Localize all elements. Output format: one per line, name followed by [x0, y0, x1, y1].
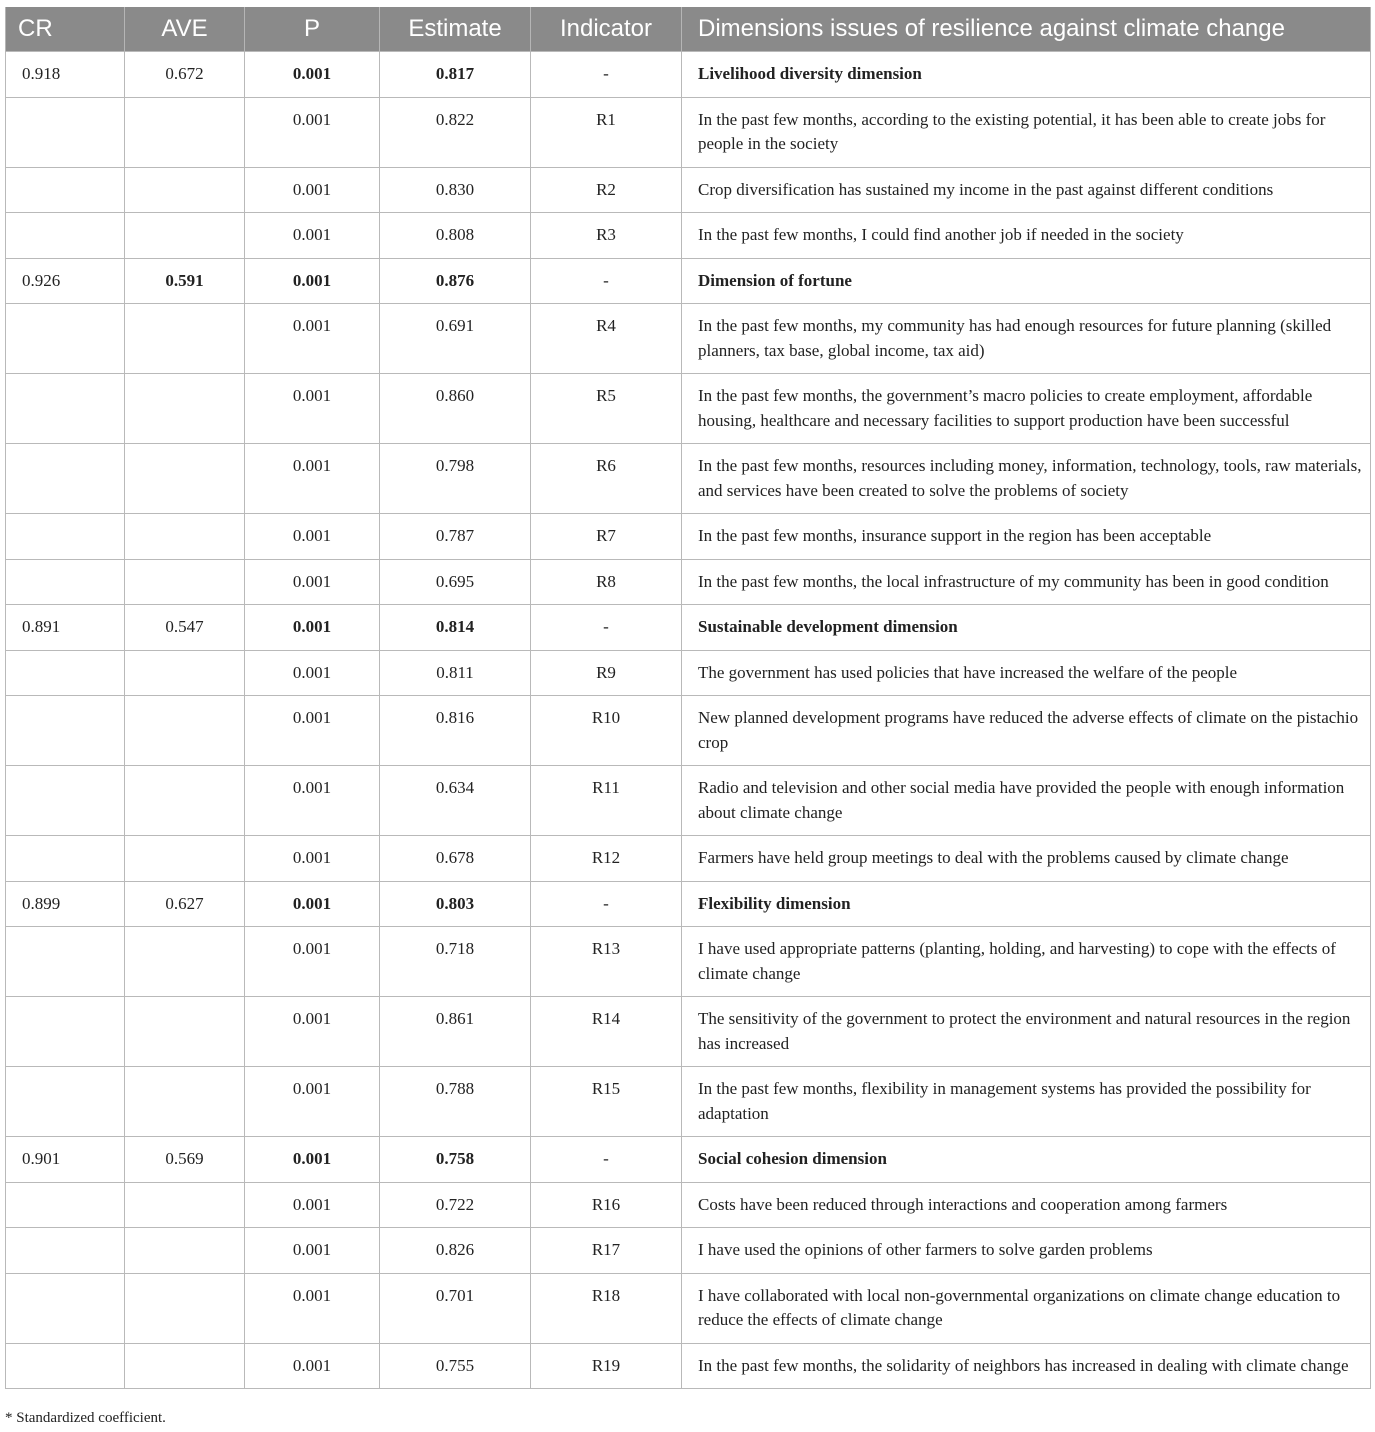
cell-estimate: 0.803: [380, 881, 531, 927]
table-row: [6, 1182, 1371, 1228]
cell-p: 0.001: [245, 52, 380, 98]
cell-estimate: 0.718: [380, 927, 531, 997]
cell-cr: [6, 304, 125, 374]
cell-ave: [125, 559, 245, 605]
cell-p: 0.001: [245, 444, 380, 514]
cell-description: The government has used policies that have increased the welfare of the people: [682, 650, 1371, 696]
cell-estimate: 0.816: [380, 696, 531, 766]
table-row: [6, 1273, 1371, 1343]
cell-description: I have used appropriate patterns (planting, holding, and harvesting) to cope with the effects of climate change: [682, 927, 1371, 997]
cell-ave: [125, 997, 245, 1067]
cell-cr: [6, 927, 125, 997]
table-row: [6, 927, 1371, 997]
cell-indicator: R17: [531, 1228, 682, 1274]
table-row: [6, 836, 1371, 882]
table-row: [6, 514, 1371, 560]
cell-ave: 0.569: [125, 1137, 245, 1183]
cell-p: 0.001: [245, 1343, 380, 1389]
cell-p: 0.001: [245, 167, 380, 213]
cell-ave: [125, 1228, 245, 1274]
dimension-row: [6, 605, 1371, 651]
table-row: [6, 213, 1371, 259]
cell-description: Costs have been reduced through interactions and cooperation among farmers: [682, 1182, 1371, 1228]
cell-p: 0.001: [245, 1273, 380, 1343]
cell-p: 0.001: [245, 1137, 380, 1183]
cell-ave: [125, 696, 245, 766]
cell-estimate: 0.691: [380, 304, 531, 374]
cell-p: 0.001: [245, 97, 380, 167]
cell-ave: [125, 444, 245, 514]
cell-indicator: R15: [531, 1067, 682, 1137]
cell-p: 0.001: [245, 650, 380, 696]
cell-description: In the past few months, the local infrastructure of my community has been in good condition: [682, 559, 1371, 605]
cell-indicator: R16: [531, 1182, 682, 1228]
cell-p: 0.001: [245, 997, 380, 1067]
table-row: [6, 1228, 1371, 1274]
cell-cr: [6, 650, 125, 696]
cell-ave: 0.591: [125, 258, 245, 304]
cell-cr: [6, 444, 125, 514]
table-row: [6, 374, 1371, 444]
cell-description: The sensitivity of the government to protect the environment and natural resources in the region has increased: [682, 997, 1371, 1067]
cell-p: 0.001: [245, 1228, 380, 1274]
dimension-row: [6, 52, 1371, 98]
cell-description: Radio and television and other social media have provided the people with enough information about climate change: [682, 766, 1371, 836]
cell-estimate: 0.722: [380, 1182, 531, 1228]
header-indicator: Indicator: [531, 7, 682, 52]
cell-estimate: 0.755: [380, 1343, 531, 1389]
cell-description: In the past few months, my community has had enough resources for future planning (skilled planners, tax base, global income, tax aid): [682, 304, 1371, 374]
cell-cr: [6, 1067, 125, 1137]
cell-p: 0.001: [245, 927, 380, 997]
cell-estimate: 0.798: [380, 444, 531, 514]
cell-cr: [6, 167, 125, 213]
table-row: [6, 997, 1371, 1067]
cell-estimate: 0.830: [380, 167, 531, 213]
footnote: * Standardized coefficient.: [5, 1410, 166, 1426]
cell-ave: [125, 1182, 245, 1228]
cell-ave: [125, 766, 245, 836]
cell-indicator: R9: [531, 650, 682, 696]
cell-ave: [125, 836, 245, 882]
cell-estimate: 0.822: [380, 97, 531, 167]
cell-indicator: R10: [531, 696, 682, 766]
table-row: [6, 444, 1371, 514]
cell-ave: [125, 514, 245, 560]
cell-description: New planned development programs have reduced the adverse effects of climate on the pistachio crop: [682, 696, 1371, 766]
cell-description: In the past few months, I could find another job if needed in the society: [682, 213, 1371, 259]
table-row: [6, 766, 1371, 836]
cell-cr: [6, 766, 125, 836]
cell-description: In the past few months, the solidarity of neighbors has increased in dealing with climate change: [682, 1343, 1371, 1389]
dimension-row: [6, 1137, 1371, 1183]
cell-indicator: R14: [531, 997, 682, 1067]
cell-estimate: 0.758: [380, 1137, 531, 1183]
cell-description: In the past few months, according to the existing potential, it has been able to create jobs for people in the society: [682, 97, 1371, 167]
cell-indicator: R4: [531, 304, 682, 374]
cell-ave: 0.547: [125, 605, 245, 651]
cell-cr: [6, 1228, 125, 1274]
cell-p: 0.001: [245, 559, 380, 605]
cell-indicator: -: [531, 258, 682, 304]
cell-indicator: R18: [531, 1273, 682, 1343]
cell-cr: 0.891: [6, 605, 125, 651]
header-description: Dimensions issues of resilience against climate change: [682, 7, 1371, 52]
cell-p: 0.001: [245, 605, 380, 651]
cell-description: Dimension of fortune: [682, 258, 1371, 304]
cell-description: I have collaborated with local non-governmental organizations on climate change education to reduce the effects of climate change: [682, 1273, 1371, 1343]
cell-cr: [6, 1182, 125, 1228]
header-p: P: [245, 7, 380, 52]
cell-indicator: -: [531, 881, 682, 927]
cell-estimate: 0.787: [380, 514, 531, 560]
cell-indicator: R1: [531, 97, 682, 167]
cell-cr: [6, 213, 125, 259]
cell-indicator: R12: [531, 836, 682, 882]
header-cr: CR: [6, 7, 125, 52]
cell-indicator: R6: [531, 444, 682, 514]
cell-indicator: R7: [531, 514, 682, 560]
cell-indicator: -: [531, 605, 682, 651]
cell-ave: [125, 304, 245, 374]
cell-p: 0.001: [245, 1182, 380, 1228]
cell-ave: [125, 213, 245, 259]
cell-ave: [125, 374, 245, 444]
cell-indicator: R11: [531, 766, 682, 836]
cell-p: 0.001: [245, 514, 380, 560]
cell-p: 0.001: [245, 304, 380, 374]
cell-p: 0.001: [245, 836, 380, 882]
cell-description: Crop diversification has sustained my income in the past against different conditions: [682, 167, 1371, 213]
table-row: [6, 650, 1371, 696]
cell-indicator: R13: [531, 927, 682, 997]
cell-estimate: 0.814: [380, 605, 531, 651]
cell-estimate: 0.826: [380, 1228, 531, 1274]
cell-estimate: 0.788: [380, 1067, 531, 1137]
table-body: [6, 52, 1371, 1389]
cell-ave: [125, 927, 245, 997]
cell-cr: [6, 374, 125, 444]
cell-description: Sustainable development dimension: [682, 605, 1371, 651]
cell-estimate: 0.861: [380, 997, 531, 1067]
table-row: [6, 167, 1371, 213]
cell-estimate: 0.811: [380, 650, 531, 696]
cell-ave: [125, 1343, 245, 1389]
cell-cr: 0.918: [6, 52, 125, 98]
table-row: [6, 304, 1371, 374]
cell-estimate: 0.860: [380, 374, 531, 444]
cell-description: I have used the opinions of other farmers to solve garden problems: [682, 1228, 1371, 1274]
cell-ave: [125, 650, 245, 696]
cell-cr: [6, 1343, 125, 1389]
cell-description: Farmers have held group meetings to deal with the problems caused by climate change: [682, 836, 1371, 882]
table-row: [6, 1343, 1371, 1389]
cell-cr: [6, 559, 125, 605]
cell-ave: [125, 1067, 245, 1137]
cell-cr: [6, 696, 125, 766]
cell-ave: 0.672: [125, 52, 245, 98]
cell-p: 0.001: [245, 1067, 380, 1137]
dimension-row: [6, 258, 1371, 304]
cell-description: Flexibility dimension: [682, 881, 1371, 927]
cell-p: 0.001: [245, 213, 380, 259]
cell-estimate: 0.634: [380, 766, 531, 836]
cell-description: Social cohesion dimension: [682, 1137, 1371, 1183]
table-row: [6, 1067, 1371, 1137]
cell-cr: [6, 836, 125, 882]
cell-indicator: -: [531, 52, 682, 98]
table-row: [6, 97, 1371, 167]
cell-estimate: 0.817: [380, 52, 531, 98]
cell-estimate: 0.808: [380, 213, 531, 259]
cell-ave: [125, 97, 245, 167]
resilience-table: [5, 7, 1371, 1389]
cell-cr: 0.901: [6, 1137, 125, 1183]
cell-p: 0.001: [245, 766, 380, 836]
cell-estimate: 0.695: [380, 559, 531, 605]
cell-cr: [6, 97, 125, 167]
cell-description: In the past few months, resources including money, information, technology, tools, raw materials, and services have been created to solve the problems of society: [682, 444, 1371, 514]
cell-estimate: 0.678: [380, 836, 531, 882]
table-row: [6, 696, 1371, 766]
cell-cr: [6, 997, 125, 1067]
cell-ave: [125, 167, 245, 213]
cell-cr: [6, 514, 125, 560]
cell-estimate: 0.876: [380, 258, 531, 304]
cell-indicator: R19: [531, 1343, 682, 1389]
cell-p: 0.001: [245, 881, 380, 927]
cell-p: 0.001: [245, 696, 380, 766]
cell-indicator: -: [531, 1137, 682, 1183]
cell-description: Livelihood diversity dimension: [682, 52, 1371, 98]
cell-cr: 0.926: [6, 258, 125, 304]
dimension-row: [6, 881, 1371, 927]
cell-estimate: 0.701: [380, 1273, 531, 1343]
cell-p: 0.001: [245, 258, 380, 304]
cell-indicator: R2: [531, 167, 682, 213]
header-estimate: Estimate: [380, 7, 531, 52]
cell-indicator: R5: [531, 374, 682, 444]
cell-cr: [6, 1273, 125, 1343]
cell-description: In the past few months, flexibility in management systems has provided the possibility for adaptation: [682, 1067, 1371, 1137]
header-row: [6, 7, 1371, 52]
cell-ave: 0.627: [125, 881, 245, 927]
cell-description: In the past few months, insurance support in the region has been acceptable: [682, 514, 1371, 560]
cell-p: 0.001: [245, 374, 380, 444]
cell-ave: [125, 1273, 245, 1343]
header-ave: AVE: [125, 7, 245, 52]
cell-description: In the past few months, the government’s macro policies to create employment, affordable housing, healthcare and necessary facilities to support production have been successful: [682, 374, 1371, 444]
table-header: [6, 7, 1371, 52]
cell-cr: 0.899: [6, 881, 125, 927]
cell-indicator: R3: [531, 213, 682, 259]
cell-indicator: R8: [531, 559, 682, 605]
table-row: [6, 559, 1371, 605]
